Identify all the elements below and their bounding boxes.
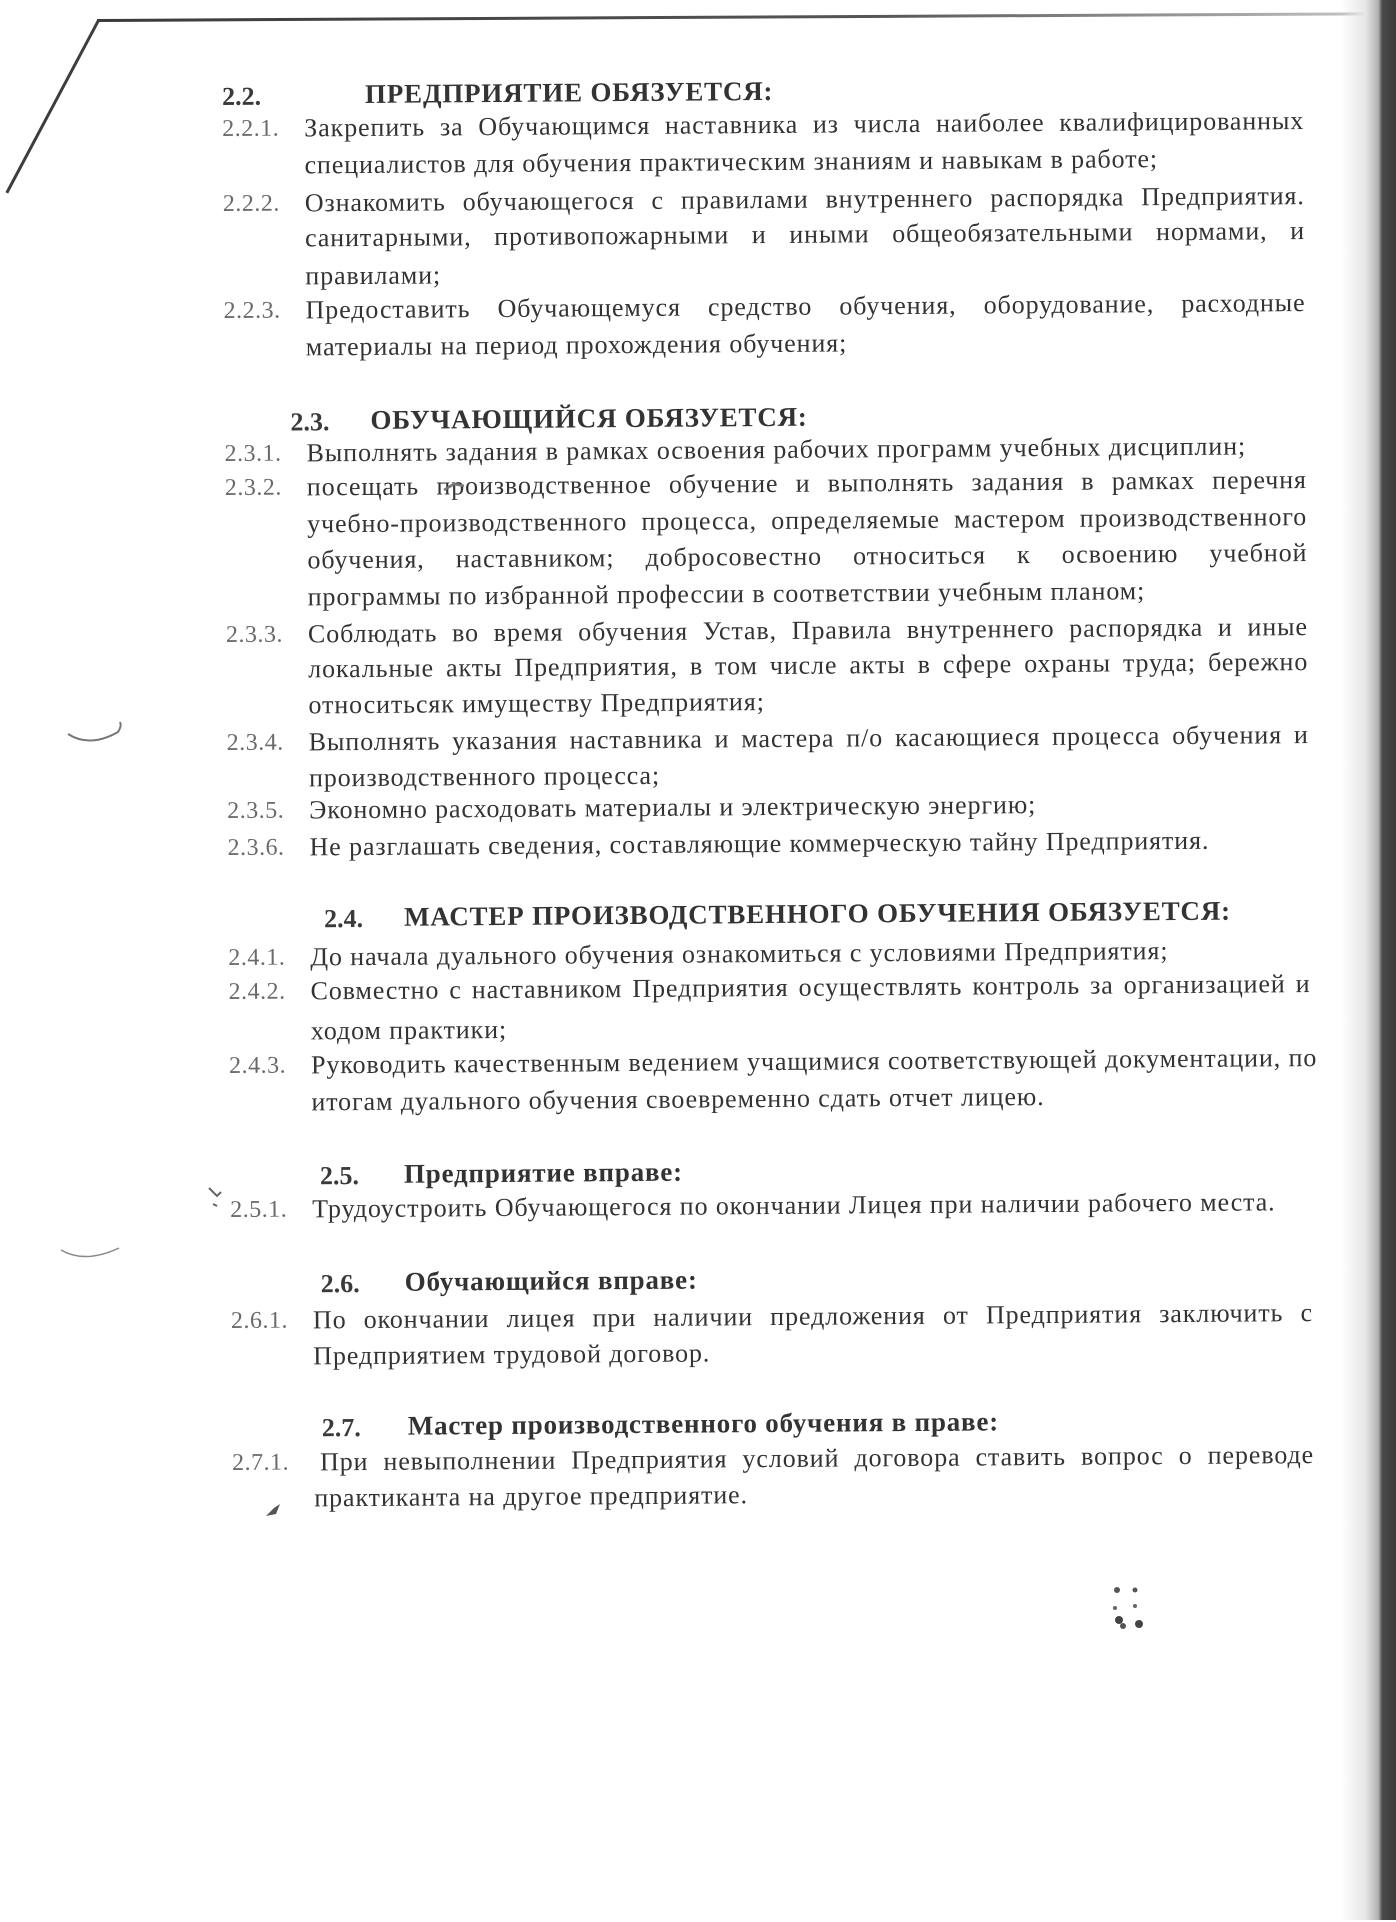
- item-line: Предприятием трудовой договор.: [313, 1338, 711, 1371]
- item-number: 2.3.3.: [225, 621, 284, 648]
- section-title: ПРЕДПРИЯТИЕ ОБЯЗУЕТСЯ:: [364, 75, 774, 109]
- item-line: итогам дуального обучения своевременно сдать отчет лицею.: [311, 1081, 1045, 1117]
- item-number: 2.3.4.: [226, 729, 284, 756]
- item-number: 2.3.1.: [224, 440, 282, 467]
- item-number: 2.2.2.: [222, 190, 280, 217]
- item-number: 2.3.2.: [224, 474, 282, 501]
- item-line: Ознакомить обучающегося с правилами внутреннего распорядка Предприятия.: [304, 181, 1305, 218]
- section-number: 2.4.: [323, 903, 364, 934]
- section-number: 2.2.: [221, 81, 262, 111]
- item-line: Выполнять задания в рамках освоения рабочих программ учебных дисциплин;: [306, 431, 1247, 468]
- item-line: По окончании лицея при наличии предложения от Предприятия заключить с: [312, 1298, 1314, 1335]
- item-number: 2.3.5.: [227, 797, 285, 824]
- item-number: 2.7.1.: [231, 1449, 290, 1476]
- section-title: ОБУЧАЮЩИЙСЯ ОБЯЗУЕТСЯ:: [370, 401, 808, 435]
- margin-smudge-mark: [205, 1182, 235, 1212]
- section-number: 2.6.: [320, 1269, 360, 1299]
- margin-scribble-mark: [55, 1240, 125, 1270]
- item-line: ходом практики;: [310, 1014, 508, 1046]
- item-number: 2.4.2.: [228, 978, 286, 1005]
- item-line: Выполнять указания наставника и мастера п/о касающиеся процесса обучения и: [308, 720, 1309, 757]
- item-line: Руководить качественным ведением учащимися соответствующей документации, по: [310, 1042, 1318, 1080]
- section-title: Обучающийся вправе:: [404, 1264, 698, 1297]
- item-line: программы по избранной профессии в соответствии учебным планом;: [307, 576, 1146, 612]
- item-number: 2.2.1.: [222, 115, 280, 142]
- item-line: При невыполнении Предприятия условий договора ставить вопрос о переводе: [319, 1440, 1315, 1477]
- item-number: 2.5.1.: [230, 1196, 288, 1223]
- item-line: Предоставить Обучающемуся средство обучения, оборудование, расходные: [305, 288, 1306, 325]
- item-number: 2.4.3.: [229, 1052, 287, 1079]
- item-line: Не разглашать сведения, составляющие коммерческую тайну Предприятия.: [309, 825, 1210, 862]
- section-title: Предприятие вправе:: [403, 1156, 684, 1189]
- section-number: 2.3.: [290, 407, 330, 437]
- ink-stain-mark: [1105, 1580, 1165, 1640]
- section-2-2: [0, 0, 1395, 362]
- margin-scribble-mark: [60, 720, 130, 750]
- item-line: материалы на период прохождения обучения;: [305, 328, 848, 362]
- item-line: Трудоустроить Обучающегося по окончании Лицея при наличии рабочего места.: [312, 1187, 1276, 1224]
- ink-smudge-mark: [440, 480, 470, 494]
- item-number: 2.6.1.: [230, 1307, 289, 1334]
- ink-blot-mark: [262, 1500, 286, 1524]
- section-title: Мастер производственного обучения в праве:: [407, 1406, 1000, 1441]
- section-title: МАСТЕР ПРОИЗВОДСТВЕННОГО ОБУЧЕНИЯ ОБЯЗУЕТСЯ:: [403, 895, 1231, 932]
- item-number: 2.3.6.: [227, 834, 285, 861]
- item-line: Закрепить за Обучающимся наставника из числа наиболее квалифицированных: [304, 106, 1305, 143]
- item-line: санитарными, противопожарными и иными общеобязательными нормами, и: [304, 216, 1306, 253]
- item-line: учебно-производственного процесса, определяемые мастером производственного: [307, 502, 1308, 539]
- item-line: локальные акты Предприятия, в том числе акты в сфере охраны труда; бережно: [308, 647, 1309, 684]
- item-line: правилами;: [305, 260, 442, 291]
- item-line: До начала дуального обучения ознакомиться с условиями Предприятия;: [310, 936, 1169, 972]
- item-line: производственного процесса;: [308, 760, 661, 793]
- item-line: Экономно расходовать материалы и электрическую энергию;: [309, 790, 1037, 825]
- item-line: практиканта на другое предприятие.: [314, 1480, 749, 1513]
- section-number: 2.5.: [319, 1161, 360, 1191]
- item-line: специалистов для обучения практическим знаниям и навыкам в работе;: [304, 144, 1159, 180]
- item-number: 2.2.3.: [223, 297, 281, 324]
- item-line: Соблюдать во время обучения Устав, Правила внутреннего распорядка и иные: [307, 612, 1309, 649]
- item-line: посещать производственное обучение и выполнять задания в рамках перечня: [306, 465, 1307, 502]
- item-line: обучения, наставником; добросовестно относиться к освоению учебной: [307, 538, 1308, 575]
- item-line: Совместно с наставником Предприятия осуществлять контроль за организацией и: [310, 969, 1311, 1006]
- item-number: 2.4.1.: [228, 944, 286, 971]
- item-line: относитьсяк имуществу Предприятия;: [308, 687, 765, 720]
- section-number: 2.7.: [321, 1413, 361, 1443]
